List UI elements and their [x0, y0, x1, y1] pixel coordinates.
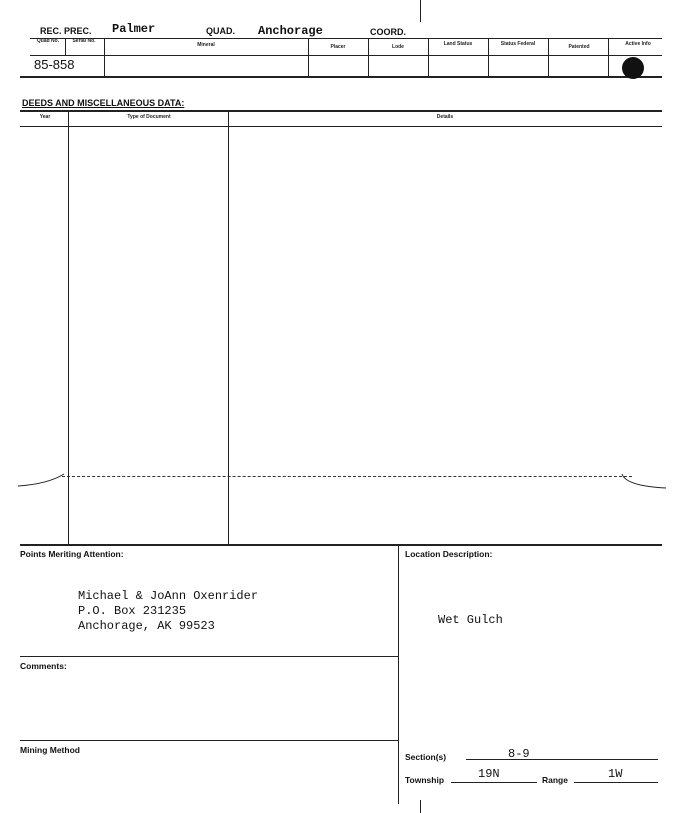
- township-label: Township: [405, 775, 445, 785]
- col-header-type-of-document: Type of Document: [127, 114, 171, 120]
- section-label: Section(s): [405, 752, 447, 762]
- quad-serial-value: 85-858: [34, 57, 75, 72]
- fold-curl-left: [18, 470, 68, 490]
- range-label: Range: [542, 775, 568, 785]
- comments-rule: [20, 656, 398, 657]
- col-divider: [368, 38, 369, 76]
- col-divider: [548, 38, 549, 76]
- active-info-dot: [622, 57, 644, 79]
- col-header-patented: Patented: [568, 44, 590, 50]
- col-header-serial-no: Serial No.: [72, 38, 96, 44]
- coord-label: COORD.: [370, 27, 406, 37]
- col-divider: [608, 38, 609, 76]
- col-divider: [488, 38, 489, 76]
- col-divider: [308, 38, 309, 76]
- comments-label: Comments:: [20, 661, 67, 671]
- address-line-2: P.O. Box 231235: [78, 604, 187, 618]
- rec-prec-label: REC. PREC.: [40, 26, 92, 36]
- deeds-section-title: DEEDS AND MISCELLANEOUS DATA:: [22, 98, 185, 108]
- location-description-value: Wet Gulch: [438, 613, 503, 627]
- col-header-year: Year: [39, 114, 51, 120]
- address-line-1: Michael & JoAnn Oxenrider: [78, 589, 259, 603]
- col-header-mineral: Mineral: [197, 42, 215, 48]
- fold-line: [62, 476, 632, 477]
- col-header-status-federal: Status Federal: [500, 41, 536, 47]
- rec-prec-value: Palmer: [112, 22, 156, 36]
- address-line-3: Anchorage, AK 99523: [78, 619, 215, 633]
- deeds-col-divider: [68, 110, 69, 544]
- section-field: [466, 746, 658, 760]
- record-table-header-rule: [30, 55, 662, 56]
- col-header-land-status: Land Status: [443, 41, 473, 47]
- lower-form-divider: [398, 544, 399, 804]
- col-divider: [104, 38, 105, 76]
- quad-value: Anchorage: [258, 24, 323, 38]
- header-top-divider: [420, 0, 421, 22]
- location-description-label: Location Description:: [405, 549, 493, 559]
- col-header-placer: Placer: [330, 44, 346, 50]
- deeds-col-divider: [228, 110, 229, 544]
- range-value: 1W: [608, 767, 623, 781]
- record-table-top-rule: [30, 38, 662, 39]
- col-header-details: Details: [436, 114, 454, 120]
- deeds-top-rule: [20, 110, 662, 112]
- col-header-quad-no: Quad No.: [36, 38, 60, 44]
- lower-form-top-rule: [20, 544, 662, 546]
- deeds-header-rule: [20, 126, 662, 127]
- mining-method-rule: [20, 740, 398, 741]
- col-header-lode: Lode: [392, 44, 404, 50]
- col-header-active-info: Active Info: [625, 41, 651, 47]
- record-table-bottom-rule: [20, 76, 662, 78]
- col-divider: [428, 38, 429, 76]
- quad-label: QUAD.: [206, 26, 235, 36]
- col-divider: [65, 38, 66, 55]
- township-value: 19N: [478, 767, 500, 781]
- fold-curl-right: [620, 470, 670, 494]
- bottom-tick: [420, 800, 421, 813]
- points-meriting-attention-label: Points Meriting Attention:: [20, 549, 124, 559]
- section-value: 8-9: [508, 747, 530, 761]
- mining-method-label: Mining Method: [20, 745, 80, 755]
